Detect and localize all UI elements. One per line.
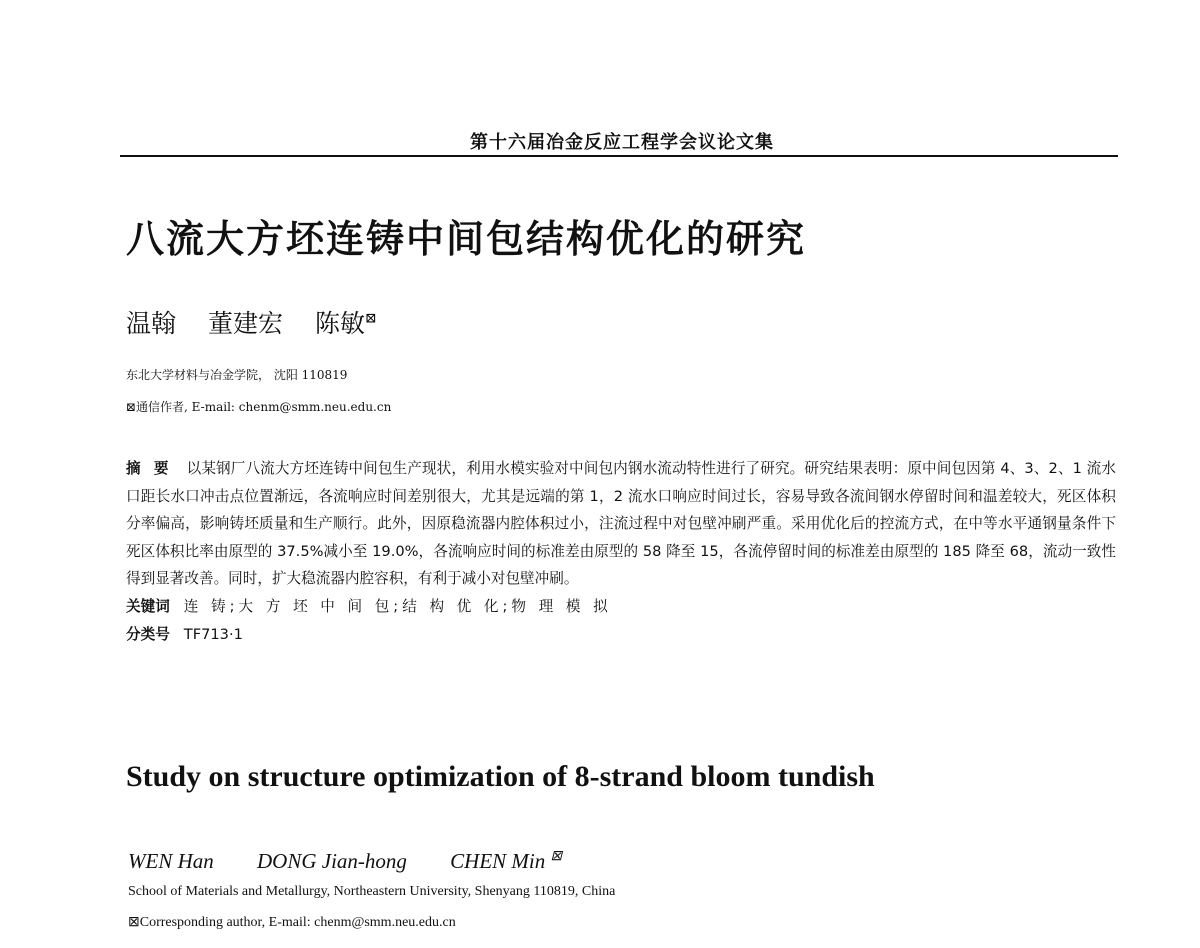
- chinese-email-line: ⊠通信作者, E-mail: chenm@smm.neu.edu.cn: [126, 400, 392, 414]
- chinese-affiliation: 东北大学材料与冶金学院， 沈阳 110819: [126, 368, 348, 382]
- abstract-text: 以某钢厂八流大方坯连铸中间包生产现状，利用水模实验对中间包内钢水流动特性进行了研究。研究结果表明：原中间包因第 4、3、2、1 流水口距长水口冲击点位置渐远，各流响应时间差别很大，尤其是远端的第 1，2 流水口响应时间过长，容易导致各流间钢水停留时间和温差较大，死区体积分率偏高，影响铸坯质量和生产顺行。此外，因原稳流器内腔体积过小，注流过程中对包壁冲刷严重。采用优化后的控流方式，在中等水平通钢量条件下死区体积比率由原型的 37.5%减小至 19.0%，各流响应时间的标准差由原型的 58 降至 15，各流停留时间的标准差由原型的 185 降至 68，流动一致性得到显著改善。同时，扩大稳流器内腔容积，有利于减小对包壁冲刷。: [126, 460, 1116, 588]
- abstract-label: 摘 要: [126, 460, 173, 477]
- author-name-text: CHEN Min: [450, 849, 546, 873]
- author-name-text: 陈敏: [314, 309, 365, 338]
- english-title: Study on structure optimization of 8-strand bloom tundish: [126, 760, 875, 793]
- english-affiliation: School of Materials and Metallurgy, Northeastern University, Shenyang 110819, China: [128, 884, 616, 899]
- author-name: WEN Han: [128, 849, 214, 873]
- english-authors: [128, 848, 562, 874]
- header-rule: [120, 155, 1118, 157]
- author-name: DONG Jian-hong: [257, 849, 407, 873]
- author-name: [315, 309, 377, 338]
- author-name: 温翰: [126, 309, 177, 338]
- abstract-paragraph: [126, 455, 1116, 593]
- running-header: 第十六届冶金反应工程学会议论文集: [470, 132, 774, 153]
- classification-line: [126, 621, 1116, 649]
- chinese-title: 八流大方坯连铸中间包结构优化的研究: [126, 217, 807, 261]
- corresponding-author-icon: ⊠: [364, 310, 377, 327]
- author-name: 董建宏: [207, 309, 283, 338]
- abstract-block: [126, 455, 1116, 648]
- keywords-label: 关键词: [126, 597, 170, 615]
- corresponding-author-icon: ⊠: [550, 849, 563, 864]
- keywords-line: [126, 593, 1116, 621]
- author-name: [450, 849, 562, 873]
- classification-value: TF713·1: [183, 625, 243, 643]
- chinese-authors: [126, 304, 377, 340]
- keywords-text: 连 铸;大 方 坯 中 间 包;结 构 优 化;物 理 模 拟: [183, 597, 612, 615]
- english-email-line: ⊠Corresponding author, E-mail: chenm@smm.neu.edu.cn: [128, 915, 456, 930]
- classification-label: 分类号: [126, 625, 170, 643]
